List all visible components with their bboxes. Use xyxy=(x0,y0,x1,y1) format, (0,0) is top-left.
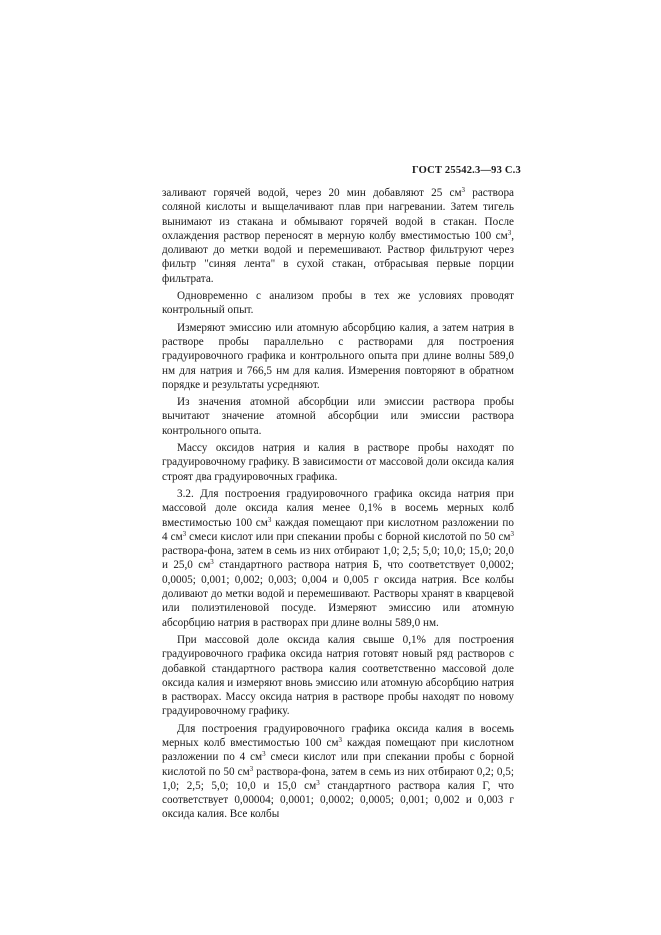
superscript: 3 xyxy=(182,529,187,538)
paragraph-text: стандартного раствора натрия Б, что соответствует 0,0002; 0,0005; 0,001; 0,002; 0,003; 0,004 и 0,005 г оксида натрия. Все колбы доливают до метки водой и перемешивают. Растворы хранят в кварцевой или полиэтиленовой посуде. Измеряют эмиссию или атомную абсорбцию натрия в растворах при длине волны 589,0 нм. xyxy=(162,559,514,629)
paragraph-text: заливают горячей водой, через 20 мин добавляют 25 см xyxy=(162,187,462,199)
superscript: 3 xyxy=(510,529,514,538)
paragraph-text: стандартного раствора калия Г, что соответствует 0,00004; 0,0001; 0,0002; 0,0005; 0,001; 0,002 и 0,003 г оксида калия. Все колбы xyxy=(162,779,515,821)
paragraph-p3 xyxy=(162,321,514,392)
paragraph-text: Из значения атомной абсорбции или эмиссии раствора пробы вычитают значение атомной абсорбции или эмиссии раствора контрольного опыта. xyxy=(162,396,514,437)
superscript: 3 xyxy=(316,778,320,787)
paragraph-text: каждая помещают при кислотном разложении по 4 см xyxy=(162,516,514,543)
paragraph-p4 xyxy=(162,395,514,438)
superscript: 3 xyxy=(267,515,272,524)
paragraph-text: Измеряют эмиссию или атомную абсорбцию калия, а затем натрия в растворе пробы параллельно с растворами для построения градуировочного графика и контрольного опыта при длине волны 589,0 нм для натрия и 766,5 нм для калия. Измерения повторяют в обратном порядке и результаты усредняют. xyxy=(162,321,514,391)
paragraph-p2 xyxy=(162,289,514,318)
superscript: 3 xyxy=(249,764,254,773)
paragraph-text: При массовой доле оксида калия свыше 0,1% для построения градуировочного графика оксида натрия готовят новый ряд растворов с добавкой стандартного раствора калия соответственно массовой доле оксида калия и измеряют вновь эмиссию или атомную абсорбцию натрия в растворах. Массу оксида натрия в растворе пробы находят по новому градуировочному графику. xyxy=(162,633,514,718)
superscript: 3 xyxy=(338,735,342,744)
superscript: 3 xyxy=(507,228,512,237)
paragraph-text: Для построения градуировочного графика оксида калия в восемь мерных колб вместимостью 100 см xyxy=(162,722,514,749)
paragraph-text: каждая помещают при кислотном разложении по 4 см xyxy=(162,736,514,764)
paragraph-p5 xyxy=(162,441,514,484)
document-body xyxy=(162,186,514,825)
paragraph-text: 3.2. Для построения градуировочного графика оксида натрия при массовой доле оксида калия менее 0,1% в восемь мерных колб вместимостью 100 см xyxy=(162,487,514,529)
paragraph-text: раствора соляной кислоты и выщелачивают плав при нагревании. Затем тигель вынимают из стакана и обмывают горячей водой в стакан. После охлаждения раствор переносят в мерную колбу вместимостью 100 см xyxy=(162,187,514,242)
paragraph-text: смеси кислот или при спекании пробы с борной кислотой по 50 см xyxy=(162,751,514,778)
paragraph-text: Массу оксидов натрия и калия в растворе пробы находят по градуировочному графику. В зависимости от массовой доли оксида калия строят два градуировочных графика. xyxy=(162,442,514,483)
paragraph-text: , доливают до метки водой и перемешивают. Раствор фильтруют через фильтр "синяя лента" в сухой стакан, отбрасывая первые порции фильтрата. xyxy=(162,229,514,285)
paragraph-p1 xyxy=(162,186,514,286)
page-header: ГОСТ 25542.3—93 С.3 xyxy=(412,165,521,176)
superscript: 3 xyxy=(210,558,214,567)
paragraph-p7 xyxy=(162,633,514,719)
paragraph-p6 xyxy=(162,487,514,630)
superscript: 3 xyxy=(262,750,266,759)
paragraph-text: Одновременно с анализом пробы в тех же условиях проводят контрольный опыт. xyxy=(162,290,514,317)
paragraph-text: раствора-фона, затем в семь из них отбирают 1,0; 2,5; 5,0; 10,0; 15,0; 20,0 и 25,0 см xyxy=(162,545,514,572)
paragraph-text: раствора-фона, затем в семь из них отбирают 0,2; 0,5; 1,0; 2,5; 5,0; 10,0 и 15,0 см xyxy=(162,765,514,792)
superscript: 3 xyxy=(461,186,466,194)
paragraph-text: смеси кислот или при спекании пробы с борной кислотой по 50 см xyxy=(186,530,511,543)
paragraph-p8 xyxy=(162,722,514,822)
